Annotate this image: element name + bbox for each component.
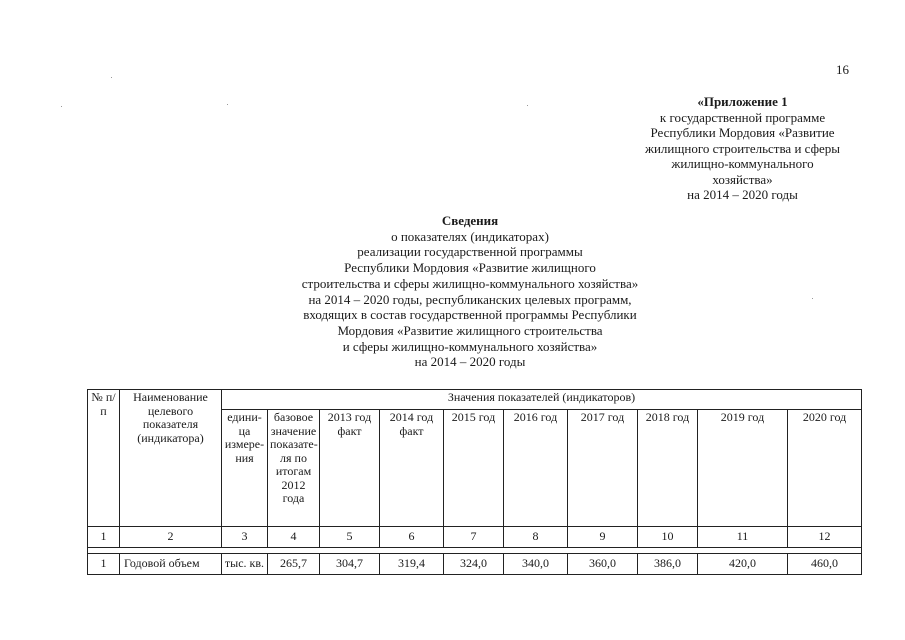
column-number-row xyxy=(88,527,862,548)
heading-line: Республики Мордовия «Развитие жилищного xyxy=(344,260,596,276)
column-number: 4 xyxy=(268,527,320,548)
column-number: 2 xyxy=(120,527,222,548)
header-2019: 2019 год xyxy=(698,410,788,527)
header-2018: 2018 год xyxy=(638,410,698,527)
appendix-line: жилищного строительства и сферы xyxy=(644,140,841,156)
indicators-table xyxy=(87,389,862,575)
row-unit: тыс. кв. xyxy=(222,554,268,575)
header-2020: 2020 год xyxy=(788,410,862,527)
scan-speck xyxy=(227,104,228,105)
header-indicator-name: Наименование целевого показателя (индикатора) xyxy=(120,390,222,527)
row-number: 1 xyxy=(88,554,120,575)
appendix-line: к государственной программе xyxy=(659,109,826,125)
scan-speck xyxy=(111,77,112,78)
column-number: 8 xyxy=(504,527,568,548)
page-number: 16 xyxy=(836,62,849,77)
appendix-block xyxy=(605,94,880,203)
appendix-line: жилищно-коммунального xyxy=(671,156,814,171)
header-base-value: базовое значение показате-ля по итогам 2012 года xyxy=(268,410,320,527)
column-number: 6 xyxy=(380,527,444,548)
row-value-2014: 319,4 xyxy=(380,554,444,575)
column-number: 11 xyxy=(698,527,788,548)
document-heading xyxy=(240,213,700,370)
heading-line: на 2014 – 2020 годы, республиканских целевых программ, xyxy=(308,291,632,307)
column-number: 1 xyxy=(88,527,120,548)
header-unit: едини-ца измере-ния xyxy=(222,410,268,527)
heading-title: Сведения xyxy=(441,213,499,228)
heading-line: о показателях (индикаторах) xyxy=(391,228,549,244)
header-2013: 2013 год факт xyxy=(320,410,380,527)
row-value-2013: 304,7 xyxy=(320,554,380,575)
heading-line: Мордовия «Развитие жилищного строительства xyxy=(337,322,603,338)
heading-line: строительства и сферы жилищно-коммунального хозяйства» xyxy=(301,275,639,291)
appendix-line: на 2014 – 2020 годы xyxy=(687,187,798,202)
column-number: 3 xyxy=(222,527,268,548)
row-value-2019: 420,0 xyxy=(698,554,788,575)
row-value-2017: 360,0 xyxy=(568,554,638,575)
table-row xyxy=(88,554,862,575)
header-2017: 2017 год xyxy=(568,410,638,527)
header-number: № п/п xyxy=(88,390,120,527)
scan-speck xyxy=(812,298,813,299)
row-value-2015: 324,0 xyxy=(444,554,504,575)
header-2016: 2016 год xyxy=(504,410,568,527)
heading-line: на 2014 – 2020 годы xyxy=(414,354,526,370)
row-value-2016: 340,0 xyxy=(504,554,568,575)
column-number: 7 xyxy=(444,527,504,548)
appendix-line: хозяйства» xyxy=(712,171,773,187)
row-value-2020: 460,0 xyxy=(788,554,862,575)
column-number: 10 xyxy=(638,527,698,548)
header-2015: 2015 год xyxy=(444,410,504,527)
scan-speck xyxy=(527,105,528,106)
heading-line: реализации государственной программы xyxy=(357,244,583,260)
heading-line: входящих в состав государственной программы Республики xyxy=(303,307,637,323)
header-values-group: Значения показателей (индикаторов) xyxy=(222,390,862,410)
column-number: 12 xyxy=(788,527,862,548)
appendix-title: «Приложение 1 xyxy=(697,94,788,109)
row-value-base: 265,7 xyxy=(268,554,320,575)
row-value-2018: 386,0 xyxy=(638,554,698,575)
column-number: 5 xyxy=(320,527,380,548)
scan-speck xyxy=(61,106,62,107)
appendix-line: Республики Мордовия «Развитие xyxy=(650,125,835,140)
header-2014: 2014 год факт xyxy=(380,410,444,527)
row-indicator-name: Годовой объем xyxy=(120,554,222,575)
heading-line: и сферы жилищно-коммунального хозяйства» xyxy=(342,338,598,354)
column-number: 9 xyxy=(568,527,638,548)
